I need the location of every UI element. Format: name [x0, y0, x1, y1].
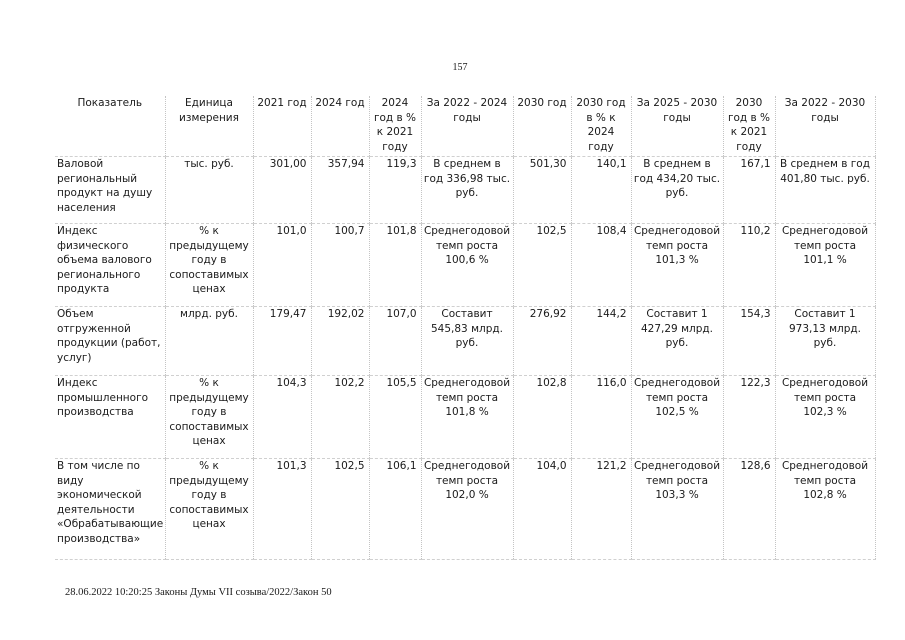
row-2030-pct-2024: 140,1	[571, 157, 631, 224]
row-unit: % к предыдущему году в сопоставимых ценах	[165, 376, 253, 459]
row-2025-2030: Среднегодовой темп роста 102,5 %	[631, 376, 723, 459]
row-2024: 100,7	[311, 224, 369, 307]
table-row	[55, 157, 875, 224]
row-2022-2030: Среднегодовой темп роста 101,1 %	[775, 224, 875, 307]
row-2022-2024: Среднегодовой темп роста 101,8 %	[421, 376, 513, 459]
header-unit: Единица измерения	[165, 96, 253, 157]
row-unit: млрд. руб.	[165, 307, 253, 376]
row-2024: 192,02	[311, 307, 369, 376]
row-2030: 104,0	[513, 459, 571, 560]
row-2030-pct-2024: 116,0	[571, 376, 631, 459]
row-2030: 501,30	[513, 157, 571, 224]
row-2022-2030: Среднегодовой темп роста 102,8 %	[775, 459, 875, 560]
row-2024-pct: 107,0	[369, 307, 421, 376]
header-2024-pct-2021: 2024 год в % к 2021 году	[369, 96, 421, 157]
header-2025-2030: За 2025 - 2030 годы	[631, 96, 723, 157]
header-2024: 2024 год	[311, 96, 369, 157]
row-2022-2024: Составит 545,83 млрд. руб.	[421, 307, 513, 376]
row-2024: 102,2	[311, 376, 369, 459]
row-indicator: Объем отгруженной продукции (работ, услуг)	[55, 307, 165, 376]
header-2030-pct-2021: 2030 год в % к 2021 году	[723, 96, 775, 157]
row-2030: 102,5	[513, 224, 571, 307]
row-2024: 357,94	[311, 157, 369, 224]
row-unit: % к предыдущему году в сопоставимых ценах	[165, 459, 253, 560]
header-indicator: Показатель	[55, 96, 165, 157]
header-2022-2024: За 2022 - 2024 годы	[421, 96, 513, 157]
row-2030-pct-2021: 110,2	[723, 224, 775, 307]
row-2025-2030: Среднегодовой темп роста 103,3 %	[631, 459, 723, 560]
row-indicator: Валовой региональный продукт на душу населения	[55, 157, 165, 224]
row-unit: тыс. руб.	[165, 157, 253, 224]
row-2021: 301,00	[253, 157, 311, 224]
table-row	[55, 224, 875, 307]
row-indicator: Индекс промышленного производства	[55, 376, 165, 459]
header-2022-2030: За 2022 - 2030 годы	[775, 96, 875, 157]
row-2030: 276,92	[513, 307, 571, 376]
row-unit: % к предыдущему году в сопоставимых ценах	[165, 224, 253, 307]
row-2021: 104,3	[253, 376, 311, 459]
row-2024-pct: 119,3	[369, 157, 421, 224]
header-2030: 2030 год	[513, 96, 571, 157]
row-2024-pct: 105,5	[369, 376, 421, 459]
row-2021: 101,0	[253, 224, 311, 307]
row-2024-pct: 106,1	[369, 459, 421, 560]
row-2025-2030: Среднегодовой темп роста 101,3 %	[631, 224, 723, 307]
row-2030-pct-2021: 122,3	[723, 376, 775, 459]
header-row	[55, 96, 875, 157]
row-2030-pct-2024: 108,4	[571, 224, 631, 307]
row-2025-2030: Составит 1 427,29 млрд. руб.	[631, 307, 723, 376]
row-2030-pct-2021: 154,3	[723, 307, 775, 376]
row-2022-2030: В среднем в год 401,80 тыс. руб.	[775, 157, 875, 224]
indicators-table	[55, 96, 876, 560]
row-2022-2024: Среднегодовой темп роста 100,6 %	[421, 224, 513, 307]
page-number: 157	[452, 62, 468, 73]
row-2022-2030: Составит 1 973,13 млрд. руб.	[775, 307, 875, 376]
row-2022-2024: В среднем в год 336,98 тыс. руб.	[421, 157, 513, 224]
table-row	[55, 307, 875, 376]
footer-document-stamp: 28.06.2022 10:20:25 Законы Думы VII созыва/2022/Закон 50	[65, 587, 332, 598]
row-2022-2024: Среднегодовой темп роста 102,0 %	[421, 459, 513, 560]
row-2024-pct: 101,8	[369, 224, 421, 307]
row-2021: 179,47	[253, 307, 311, 376]
row-2030-pct-2021: 167,1	[723, 157, 775, 224]
row-2030: 102,8	[513, 376, 571, 459]
row-2030-pct-2024: 144,2	[571, 307, 631, 376]
table-row	[55, 376, 875, 459]
header-2030-pct-2024: 2030 год в % к 2024 году	[571, 96, 631, 157]
header-2021: 2021 год	[253, 96, 311, 157]
row-2021: 101,3	[253, 459, 311, 560]
table-row	[55, 459, 875, 560]
row-2024: 102,5	[311, 459, 369, 560]
row-indicator: В том числе по виду экономической деятельности «Обрабатывающие производства»	[55, 459, 165, 560]
row-2025-2030: В среднем в год 434,20 тыс. руб.	[631, 157, 723, 224]
row-2022-2030: Среднегодовой темп роста 102,3 %	[775, 376, 875, 459]
row-2030-pct-2024: 121,2	[571, 459, 631, 560]
row-indicator: Индекс физического объема валового регионального продукта	[55, 224, 165, 307]
row-2030-pct-2021: 128,6	[723, 459, 775, 560]
